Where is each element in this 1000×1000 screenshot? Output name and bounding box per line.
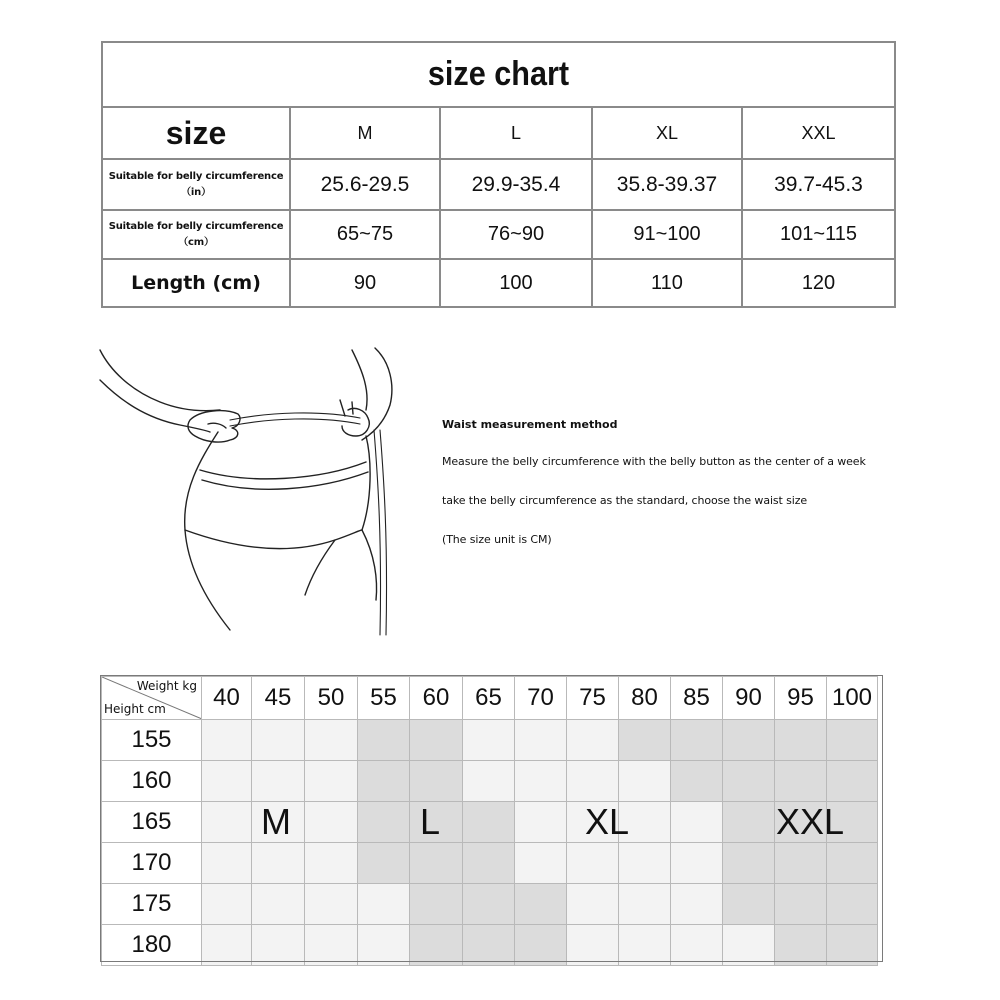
size-header-l: L bbox=[440, 107, 592, 159]
grid-cell bbox=[252, 720, 305, 761]
grid-cell bbox=[252, 925, 305, 966]
grid-cell bbox=[202, 884, 252, 925]
belly-in-label-line1: Suitable for belly circumference bbox=[108, 170, 284, 182]
weight-header-65: 65 bbox=[463, 677, 515, 720]
waist-measurement-illustration bbox=[90, 340, 450, 640]
right-hand-icon bbox=[342, 408, 369, 436]
size-header-xl: XL bbox=[592, 107, 742, 159]
grid-cell bbox=[723, 925, 775, 966]
grid-cell bbox=[463, 884, 515, 925]
grid-cell bbox=[463, 843, 515, 884]
length-xxl: 120 bbox=[742, 259, 895, 307]
height-row-155 bbox=[102, 720, 878, 761]
grid-cell bbox=[358, 761, 410, 802]
zone-label-m: M bbox=[261, 801, 291, 842]
height-row-175 bbox=[102, 884, 878, 925]
grid-cell bbox=[619, 761, 671, 802]
belly-cm-l: 76~90 bbox=[440, 210, 592, 259]
belly-cm-label bbox=[102, 210, 290, 259]
size-header-m: M bbox=[290, 107, 440, 159]
grid-cell bbox=[619, 843, 671, 884]
length-row bbox=[102, 259, 895, 307]
length-xl: 110 bbox=[592, 259, 742, 307]
grid-cell bbox=[619, 925, 671, 966]
grid-cell bbox=[567, 761, 619, 802]
height-header-180: 180 bbox=[102, 925, 202, 966]
grid-cell bbox=[358, 720, 410, 761]
grid-cell bbox=[202, 720, 252, 761]
belly-cm-xxl: 101~115 bbox=[742, 210, 895, 259]
weight-header-85: 85 bbox=[671, 677, 723, 720]
height-row-165 bbox=[102, 802, 878, 843]
grid-cell bbox=[671, 843, 723, 884]
grid-cell bbox=[723, 843, 775, 884]
size-header-label: size bbox=[102, 107, 290, 159]
weight-header-95: 95 bbox=[775, 677, 827, 720]
left-forearm-outline bbox=[100, 380, 210, 432]
right-forearm-outline bbox=[352, 350, 367, 410]
grid-cell bbox=[358, 925, 410, 966]
measurement-instructions bbox=[442, 418, 866, 572]
weight-header-70: 70 bbox=[515, 677, 567, 720]
grid-cell bbox=[567, 720, 619, 761]
grid-cell bbox=[671, 925, 723, 966]
height-header-155: 155 bbox=[102, 720, 202, 761]
belly-cm-label-line2: （cm） bbox=[178, 236, 214, 248]
grid-cell bbox=[202, 925, 252, 966]
left-arm-outline bbox=[100, 350, 220, 411]
grid-cell bbox=[775, 884, 827, 925]
grid-cell bbox=[827, 925, 878, 966]
weight-header-50: 50 bbox=[305, 677, 358, 720]
measuring-tape-hanging bbox=[374, 430, 381, 635]
grid-cell bbox=[619, 720, 671, 761]
belly-cm-label-line1: Suitable for belly circumference bbox=[108, 220, 284, 232]
measurement-line-3: (The size unit is CM) bbox=[442, 533, 552, 546]
weight-header-75: 75 bbox=[567, 677, 619, 720]
grid-cell bbox=[305, 802, 358, 843]
weight-header-45: 45 bbox=[252, 677, 305, 720]
weight-header-40: 40 bbox=[202, 677, 252, 720]
grid-corner bbox=[102, 677, 202, 720]
zone-label-l: L bbox=[419, 801, 441, 842]
belly-cm-row bbox=[102, 210, 895, 259]
grid-cell bbox=[252, 761, 305, 802]
grid-cell bbox=[671, 720, 723, 761]
grid-cell bbox=[305, 925, 358, 966]
height-header-175: 175 bbox=[102, 884, 202, 925]
weight-height-grid bbox=[101, 676, 878, 966]
grid-cell bbox=[202, 761, 252, 802]
grid-cell bbox=[358, 843, 410, 884]
grid-cell bbox=[410, 761, 463, 802]
weight-header-55: 55 bbox=[358, 677, 410, 720]
weight-header-60: 60 bbox=[410, 677, 463, 720]
zone-label-xl: XL bbox=[584, 801, 630, 842]
belly-in-m: 25.6-29.5 bbox=[290, 159, 440, 210]
length-m: 90 bbox=[290, 259, 440, 307]
grid-cell bbox=[723, 884, 775, 925]
grid-cell bbox=[305, 843, 358, 884]
grid-cell bbox=[463, 925, 515, 966]
measurement-title: Waist measurement method bbox=[442, 418, 618, 431]
grid-cell bbox=[358, 884, 410, 925]
belly-in-label bbox=[102, 159, 290, 210]
size-chart-title-row bbox=[102, 42, 895, 107]
grid-cell bbox=[567, 843, 619, 884]
measurement-line-2: take the belly circumference as the standard, choose the waist size bbox=[442, 494, 808, 507]
belly-cm-xl: 91~100 bbox=[592, 210, 742, 259]
size-header-xxl: XXL bbox=[742, 107, 895, 159]
grid-cell bbox=[410, 843, 463, 884]
grid-cell bbox=[305, 720, 358, 761]
grid-cell bbox=[567, 925, 619, 966]
weight-header-80: 80 bbox=[619, 677, 671, 720]
grid-cell bbox=[202, 802, 252, 843]
zone-label-xxl: XXL bbox=[775, 801, 845, 842]
height-row-180 bbox=[102, 925, 878, 966]
grid-cell bbox=[723, 802, 775, 843]
grid-cell bbox=[827, 761, 878, 802]
grid-cell bbox=[202, 843, 252, 884]
weight-header-row bbox=[102, 677, 878, 720]
grid-cell bbox=[775, 761, 827, 802]
belly-in-label-line2: （in） bbox=[181, 186, 211, 198]
grid-cell bbox=[463, 802, 515, 843]
height-row-160 bbox=[102, 761, 878, 802]
weight-header-90: 90 bbox=[723, 677, 775, 720]
grid-cell bbox=[723, 720, 775, 761]
grid-cell bbox=[252, 884, 305, 925]
grid-cell bbox=[515, 843, 567, 884]
size-chart-title: size chart bbox=[427, 55, 570, 93]
grid-cell bbox=[305, 761, 358, 802]
grid-cell bbox=[567, 884, 619, 925]
belly-in-row bbox=[102, 159, 895, 210]
grid-cell bbox=[619, 884, 671, 925]
grid-cell bbox=[671, 884, 723, 925]
grid-cell bbox=[775, 720, 827, 761]
grid-cell bbox=[775, 925, 827, 966]
height-row-170 bbox=[102, 843, 878, 884]
grid-cell bbox=[252, 843, 305, 884]
grid-cell bbox=[515, 925, 567, 966]
grid-cell bbox=[515, 720, 567, 761]
size-chart-table bbox=[101, 41, 896, 308]
belly-in-xxl: 39.7-45.3 bbox=[742, 159, 895, 210]
height-header-165: 165 bbox=[102, 802, 202, 843]
torso-outline bbox=[185, 432, 230, 630]
grid-cell bbox=[463, 761, 515, 802]
length-l: 100 bbox=[440, 259, 592, 307]
height-header-170: 170 bbox=[102, 843, 202, 884]
underwear-outline bbox=[200, 462, 366, 479]
grid-cell bbox=[305, 884, 358, 925]
size-header-row bbox=[102, 107, 895, 159]
weight-header-100: 100 bbox=[827, 677, 878, 720]
grid-cell bbox=[827, 720, 878, 761]
grid-cell bbox=[671, 761, 723, 802]
grid-cell bbox=[410, 925, 463, 966]
grid-cell bbox=[463, 720, 515, 761]
grid-cell bbox=[827, 843, 878, 884]
grid-cell bbox=[410, 884, 463, 925]
grid-cell bbox=[358, 802, 410, 843]
grid-cell bbox=[723, 761, 775, 802]
length-label: Length (cm) bbox=[102, 259, 290, 307]
grid-cell bbox=[515, 802, 567, 843]
height-header-160: 160 bbox=[102, 761, 202, 802]
weight-axis-label: Weight kg bbox=[136, 679, 197, 693]
measurement-line-1: Measure the belly circumference with the belly button as the center of a week bbox=[442, 455, 866, 468]
grid-cell bbox=[671, 802, 723, 843]
grid-cell bbox=[515, 884, 567, 925]
belly-in-l: 29.9-35.4 bbox=[440, 159, 592, 210]
belly-cm-m: 65~75 bbox=[290, 210, 440, 259]
grid-cell bbox=[775, 843, 827, 884]
height-axis-label: Height cm bbox=[104, 702, 166, 716]
grid-cell bbox=[410, 720, 463, 761]
belly-in-xl: 35.8-39.37 bbox=[592, 159, 742, 210]
grid-cell bbox=[515, 761, 567, 802]
grid-cell bbox=[827, 884, 878, 925]
